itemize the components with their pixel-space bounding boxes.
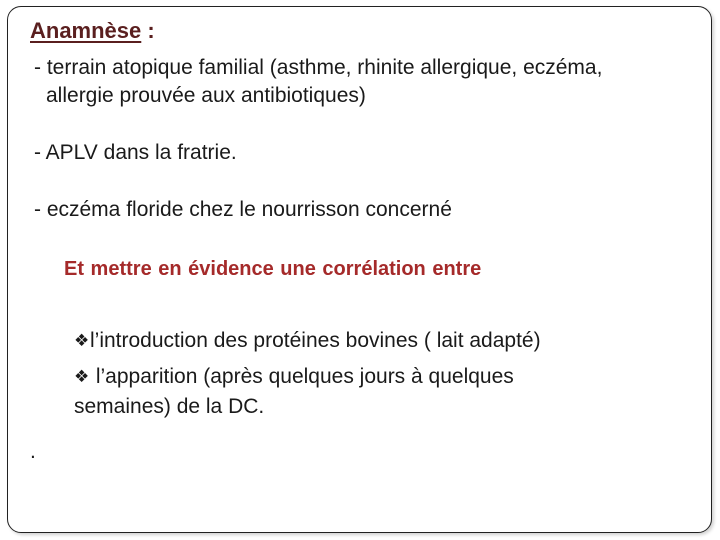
bullet-item-2-text: l’apparition (après quelques jours à quelques xyxy=(90,365,514,388)
item-1-line-1: - terrain atopique familial (asthme, rhinite allergique, eczéma, xyxy=(34,56,603,79)
item-2: - APLV dans la fratrie. xyxy=(34,141,237,164)
item-3: - eczéma floride chez le nourrisson concerné xyxy=(34,198,452,221)
correlation-statement: Et mettre en évidence une corrélation entre xyxy=(64,258,482,280)
bullet-item-1 xyxy=(74,329,541,353)
diamond-bullet-icon: ❖ xyxy=(74,367,90,386)
bullet-item-2-line-2: semaines) de la DC. xyxy=(74,395,265,418)
diamond-bullet-icon: ❖ xyxy=(74,331,90,350)
title-colon: : xyxy=(141,18,155,43)
title-text: Anamnèse xyxy=(30,18,142,43)
trailing-dot: . xyxy=(30,440,36,463)
bullet-item-1-text: l’introduction des protéines bovines ( lait adapté) xyxy=(90,329,541,352)
bullet-item-2-line-1 xyxy=(74,365,514,389)
slide-title xyxy=(30,18,155,44)
item-1-line-2: allergie prouvée aux antibiotiques) xyxy=(46,84,366,107)
